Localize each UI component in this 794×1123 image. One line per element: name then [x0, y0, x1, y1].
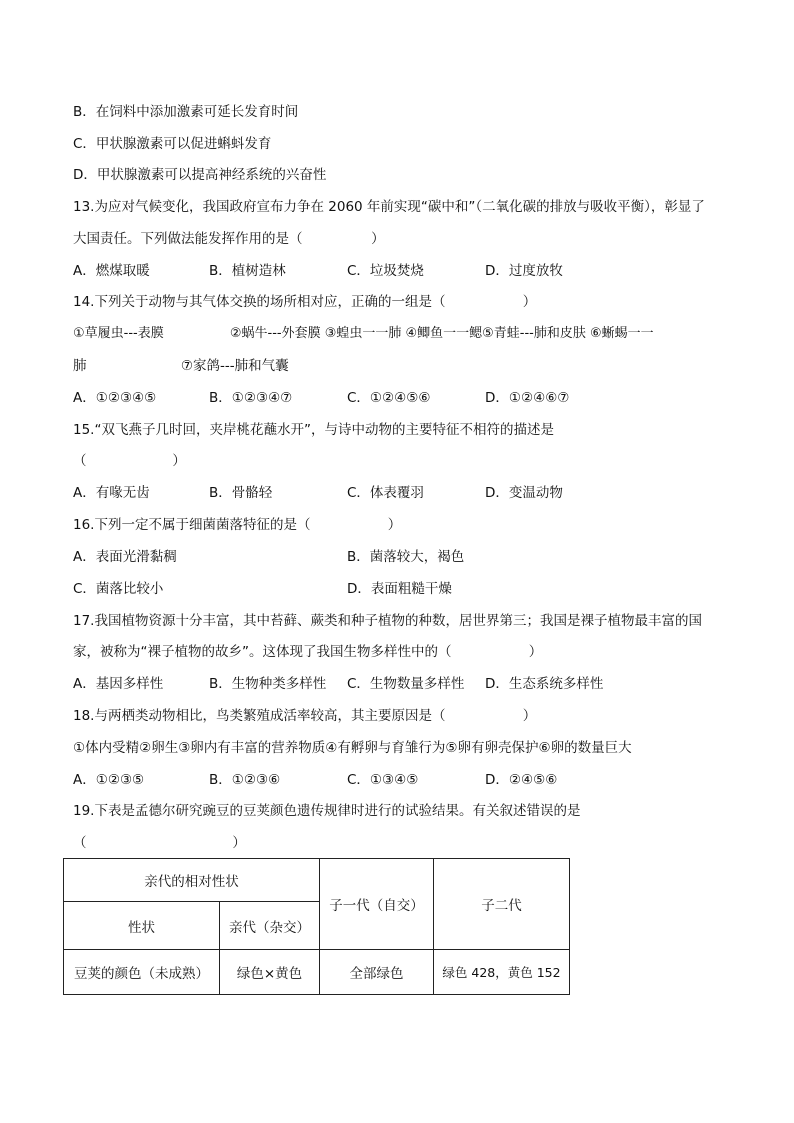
header-f1: 子一代（自交）: [320, 859, 434, 950]
q18-option-d: D．②④⑤⑥: [485, 772, 558, 788]
q16-stem: 16.下列一定不属于细菌菌落特征的是（ ）: [73, 517, 402, 533]
q17-option-b: B．生物种类多样性: [209, 676, 327, 692]
q16-option-a: A．表面光滑黏稠: [73, 549, 177, 565]
header-trait: 性状: [64, 902, 220, 950]
q15-blank: （ ）: [73, 453, 186, 469]
q13-option-b: B．植树造林: [209, 263, 286, 279]
q14-option-a: A．①②③④⑤: [73, 390, 157, 406]
q19-stem: 19.下表是孟德尔研究豌豆的豆荚颜色遗传规律时进行的试验结果。有关叙述错误的是: [73, 803, 581, 819]
q14-option-b: B．①②③④⑦: [209, 390, 293, 406]
q13-stem-line2: 大国责任。下列做法能发挥作用的是（ ）: [73, 231, 385, 247]
q17-stem-line1: 17.我国植物资源十分丰富，其中苔藓、蕨类和种子植物的种数，居世界第三；我国是裸子植物最丰富的国: [73, 613, 702, 629]
q13-option-c: C．垃圾焚烧: [347, 263, 424, 279]
q14-stem: 14.下列关于动物与其气体交换的场所相对应，正确的一组是（ ）: [73, 294, 537, 310]
cell-f2: 绿色 428，黄色 152: [434, 950, 570, 995]
q16-option-b: B．菌落较大，褐色: [347, 549, 465, 565]
q16-option-c: C．菌落比较小: [73, 581, 164, 597]
q17-option-d: D．生态系统多样性: [485, 676, 604, 692]
q15-option-d: D．变温动物: [485, 485, 563, 501]
header-f2: 子二代: [434, 859, 570, 950]
q18-option-a: A．①②③⑤: [73, 772, 145, 788]
q13-stem-line1: 13.为应对气候变化，我国政府宣布力争在 2060 年前实现“碳中和”（二氧化碳的排放与吸收平衡），彰显了: [73, 199, 705, 215]
q13-option-d: D．过度放牧: [485, 263, 563, 279]
q17-stem-line2: 家，被称为“裸子植物的故乡”。这体现了我国生物多样性中的（ ）: [73, 644, 543, 660]
q12-option-c: C．甲状腺激素可以促进蝌蚪发育: [73, 136, 272, 152]
cell-parent: 绿色×黄色: [220, 950, 320, 995]
q17-option-c: C．生物数量多样性: [347, 676, 465, 692]
q12-option-d: D．甲状腺激素可以提高神经系统的兴奋性: [73, 167, 327, 183]
q16-option-d: D．表面粗糙干燥: [347, 581, 452, 597]
q18-items: ①体内受精②卵生③卵内有丰富的营养物质④有孵卵与育雏行为⑤卵有卵壳保护⑥卵的数量巨大: [73, 740, 632, 756]
q14-option-c: C．①②④⑤⑥: [347, 390, 431, 406]
header-parent-cross: 亲代（杂交）: [220, 902, 320, 950]
q18-stem: 18.与两栖类动物相比，鸟类繁殖成活率较高，其主要原因是（ ）: [73, 708, 537, 724]
q18-option-c: C．①③④⑤: [347, 772, 419, 788]
q15-option-b: B．骨骼轻: [209, 485, 273, 501]
q14-option-d: D．①②④⑥⑦: [485, 390, 570, 406]
q15-option-a: A．有喙无齿: [73, 485, 150, 501]
q15-option-c: C．体表覆羽: [347, 485, 424, 501]
cell-trait: 豆荚的颜色（未成熟）: [64, 950, 220, 995]
q19-blank: （ ）: [73, 835, 246, 851]
q15-stem: 15.“双飞燕子几时回，夹岸桃花蘸水开”，与诗中动物的主要特征不相符的描述是: [73, 422, 554, 438]
q18-option-b: B．①②③⑥: [209, 772, 281, 788]
q14-items-line1: ①草履虫---表膜 ②蜗牛---外套膜 ③蝗虫一一肺 ④鲫鱼一一鳃⑤青蛙---肺和皮肤 ⑥蜥蜴一一: [73, 326, 654, 341]
q14-items-line2: 肺 ⑦家鸽---肺和气囊: [73, 358, 289, 374]
inheritance-results-table: [63, 858, 570, 995]
cell-f1: 全部绿色: [320, 950, 434, 995]
q17-option-a: A．基因多样性: [73, 676, 164, 692]
q12-option-b: B．在饲料中添加激素可延长发育时间: [73, 104, 299, 120]
header-parent-traits: 亲代的相对性状: [64, 859, 320, 902]
q13-option-a: A．燃煤取暖: [73, 263, 150, 279]
